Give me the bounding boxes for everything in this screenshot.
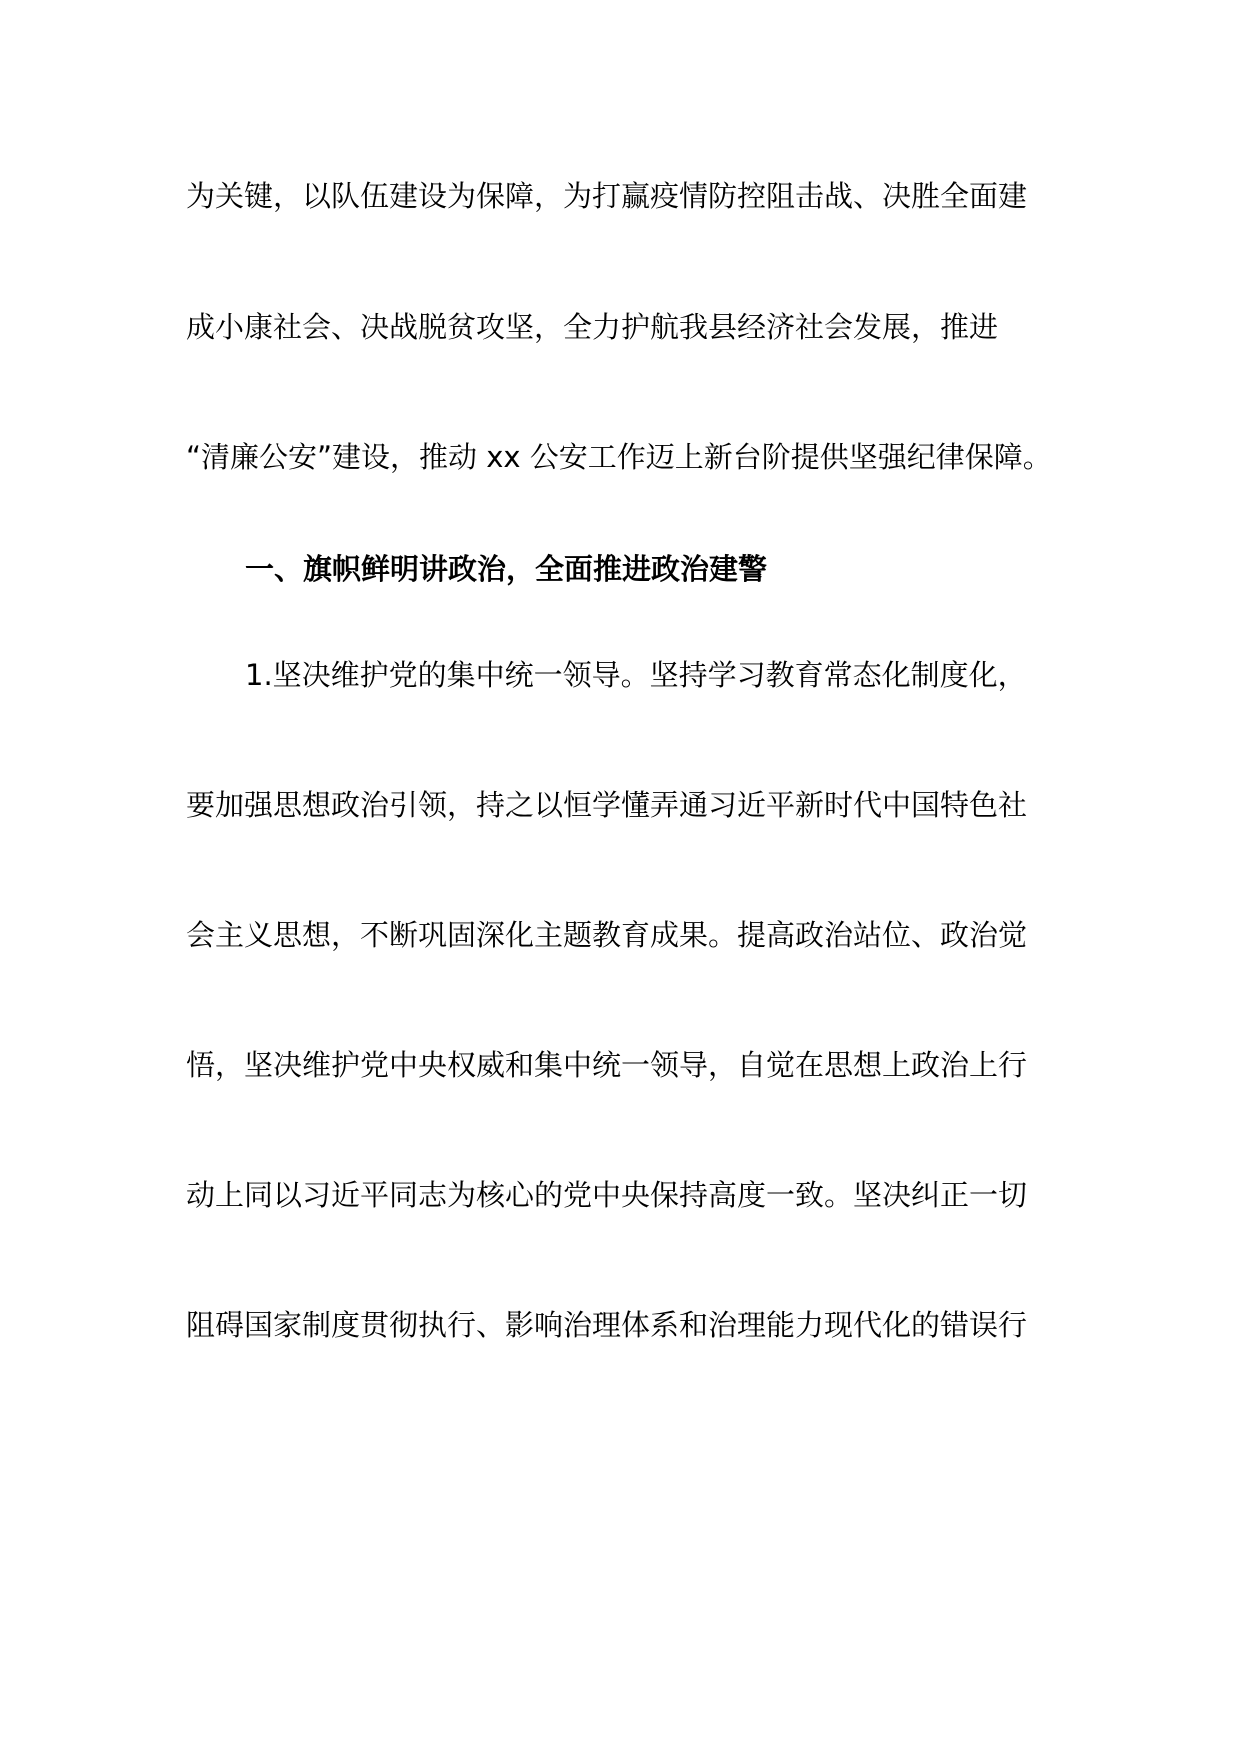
paragraph-2-line-4: 悟，坚决维护党中央权威和集中统一领导，自觉在思想上政治上行 (186, 1048, 1028, 1082)
paragraph-1-line-2: 成小康社会、决战脱贫攻坚，全力护航我县经济社会发展，推进 (186, 310, 999, 344)
paragraph-1-line-1: 为关键，以队伍建设为保障，为打赢疫情防控阻击战、决胜全面建 (186, 179, 1028, 213)
section-heading: 一、旗帜鲜明讲政治，全面推进政治建警 (245, 552, 768, 586)
paragraph-1-line-3: “清廉公安”建设，推动 xx 公安工作迈上新台阶提供坚强纪律保障。 (186, 440, 1052, 474)
paragraph-2-line-2: 要加强思想政治引领，持之以恒学懂弄通习近平新时代中国特色社 (186, 788, 1028, 822)
paragraph-2-line-6: 阻碍国家制度贯彻执行、影响治理体系和治理能力现代化的错误行 (186, 1308, 1028, 1342)
paragraph-2-line-1: 1.坚决维护党的集中统一领导。坚持学习教育常态化制度化， (245, 658, 1027, 692)
paragraph-2-line-3: 会主义思想，不断巩固深化主题教育成果。提高政治站位、政治觉 (186, 918, 1028, 952)
paragraph-2-line-5: 动上同以习近平同志为核心的党中央保持高度一致。坚决纠正一切 (186, 1178, 1028, 1212)
